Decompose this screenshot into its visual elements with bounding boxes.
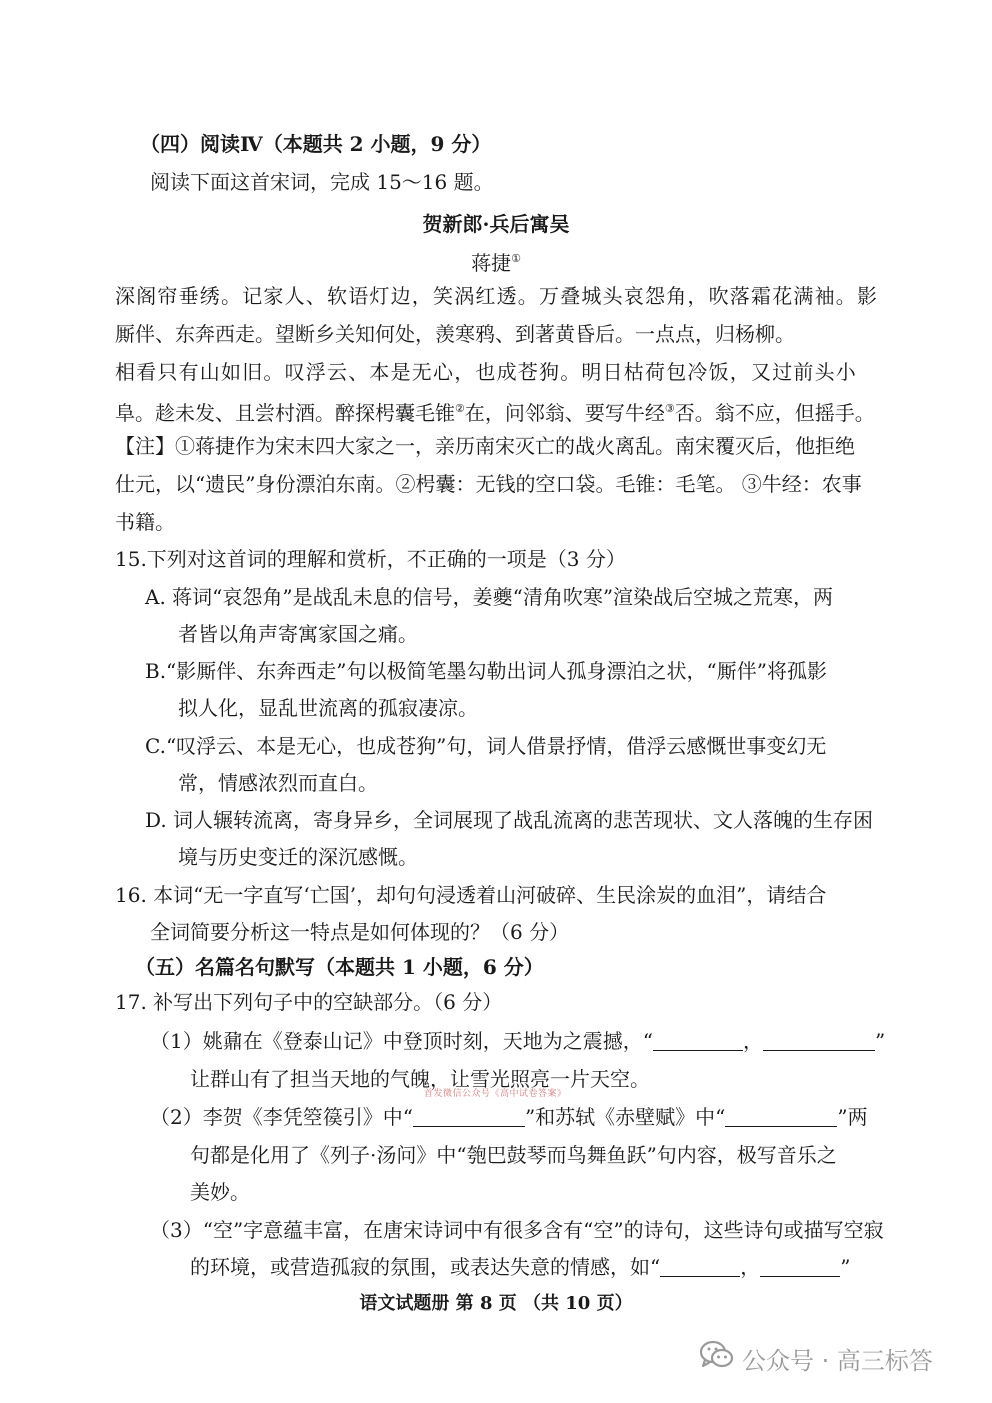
wechat-brand: [700, 1340, 933, 1376]
q17-item-2-text-a: （2）李贺《李凭箜篌引》中“: [150, 1105, 413, 1129]
q17-item-3-text: 的环境，或营造孤寂的氛围，或表达失意的情感，如“: [190, 1255, 661, 1279]
q17-item-3-blank-2[interactable]: [760, 1256, 840, 1277]
poem-author-name: 蒋捷: [471, 251, 512, 275]
q17-item-1-line-2: 让群山有了担当天地的气魄，让雪光照亮一片天空。: [190, 1067, 650, 1091]
q17-item-2-line-1: [150, 1103, 868, 1131]
q17-item-1-blank-2[interactable]: [763, 1030, 875, 1051]
poem-line-4: [115, 395, 875, 427]
q15-option-b-line-1: B.“影厮伴、东奔西走”句以极简笔墨勾勒出词人孤身漂泊之状，“厮伴”将孤影: [145, 659, 827, 683]
poem-line-4-part-c: 否。翁不应，但摇手。: [674, 401, 875, 425]
q17-item-3-comma: ，: [740, 1255, 761, 1279]
poem-line-4-part-b: 在，问邻翁、要写牛经: [464, 401, 665, 425]
q15-option-c-line-2: 常，情感浓烈而直白。: [178, 771, 378, 795]
q16-line-2: 全词简要分析这一特点是如何体现的？（6 分）: [150, 920, 570, 944]
poem-line-3: 相看只有山如旧。叹浮云、本是无心，也成苍狗。明日枯荷包冷饭，又过前头小: [115, 360, 857, 384]
q15-option-d-line-1: D. 词人辗转流离，寄身异乡，全词展现了战乱流离的悲苦现状、文人落魄的生存困: [145, 808, 874, 832]
q15-stem: 15.下列对这首词的理解和赏析，不正确的一项是（3 分）: [115, 547, 626, 571]
q17-stem: 17. 补写出下列句子中的空缺部分。（6 分）: [115, 990, 503, 1014]
poem-line-4-part-a: 阜。趁未发、且尝村酒。醉探枵囊毛锥: [115, 401, 455, 425]
poem-title: 贺新郎·兵后寓吴: [422, 212, 570, 236]
note-line-2: 仕元，以“遗民”身份漂泊东南。②枵囊：无钱的空口袋。毛锥：毛笔。 ③牛经：农事: [115, 472, 862, 496]
watermark-text: 首发微信公众号《高中试卷答案》: [424, 1089, 567, 1099]
q17-item-3-line-2: [190, 1253, 850, 1281]
wechat-brand-text: 公众号 · 高三标答: [742, 1346, 933, 1375]
section-5-heading: （五）名篇名句默写（本题共 1 小题，6 分）: [135, 955, 544, 979]
section-4-heading: （四）阅读Ⅳ（本题共 2 小题，9 分）: [140, 132, 492, 156]
q17-item-1-blank-1[interactable]: [653, 1030, 743, 1051]
q17-item-2-line-3: 美妙。: [190, 1180, 250, 1204]
poem-line-2: 厮伴、东奔西走。望断乡关知何处，羡寒鸦、到著黄昏后。一点点，归杨柳。: [115, 322, 795, 346]
section-4-instruction: 阅读下面这首宋词，完成 15～16 题。: [150, 170, 494, 194]
poem-author: [0, 245, 992, 277]
q17-item-1-comma: ，: [742, 1029, 763, 1053]
q16-line-1: 16. 本词“无一字直写‘亡国’，却句句浸透着山河破碎、生民涂炭的血泪”，请结合: [115, 883, 827, 907]
note-mark-3: ③: [664, 402, 675, 415]
q17-item-2-blank-1[interactable]: [413, 1106, 525, 1127]
q17-item-1-text: （1）姚鼐在《登泰山记》中登顶时刻，天地为之震撼，“: [150, 1029, 653, 1053]
wechat-icon: [700, 1340, 734, 1376]
q17-item-3-close-quote: ”: [840, 1255, 851, 1279]
q15-option-a-line-1: A. 蒋词“哀怨角”是战乱未息的信号，姜夔“清角吹寒”渲染战后空城之荒寒，两: [145, 585, 834, 609]
poem-line-1: 深阁帘垂绣。记家人、软语灯边，笑涡红透。万叠城头哀怨角，吹落霜花满袖。影: [115, 284, 879, 308]
q17-item-2-text-c: ”两: [837, 1105, 868, 1129]
q17-item-2-blank-2[interactable]: [725, 1106, 837, 1127]
q15-option-a-line-2: 者皆以角声寄寓家国之痛。: [178, 622, 418, 646]
q17-item-1-line-1: [150, 1027, 885, 1055]
q15-option-d-line-2: 境与历史变迁的深沉感慨。: [178, 845, 418, 869]
note-line-3: 书籍。: [115, 510, 175, 534]
q15-option-c-line-1: C.“叹浮云、本是无心，也成苍狗”句，词人借景抒情，借浮云感慨世事变幻无: [145, 734, 827, 758]
page-footer-label: 语文试题册 第 8 页 （共 10 页）: [359, 1293, 633, 1314]
poem-author-note-mark: ①: [511, 252, 521, 265]
note-line-1: 【注】①蒋捷作为宋末四大家之一，亲历南宋灭亡的战火离乱。南宋覆灭后，他拒绝: [115, 434, 855, 458]
q17-item-2-line-2: 句都是化用了《列子·汤问》中“匏巴鼓琴而鸟舞鱼跃”句内容，极写音乐之: [190, 1143, 837, 1167]
q17-item-3-line-1: （3）“空”字意蕴丰富，在唐宋诗词中有很多含有“空”的诗句，这些诗句或描写空寂: [150, 1218, 884, 1242]
note-mark-2: ②: [455, 402, 465, 415]
q17-item-1-close-quote: ”: [874, 1029, 886, 1053]
q17-item-2-text-b: ”和苏轼《赤壁赋》中“: [524, 1105, 726, 1129]
q15-option-b-line-2: 拟人化，显乱世流离的孤寂凄凉。: [178, 696, 478, 720]
q17-item-3-blank-1[interactable]: [660, 1256, 740, 1277]
